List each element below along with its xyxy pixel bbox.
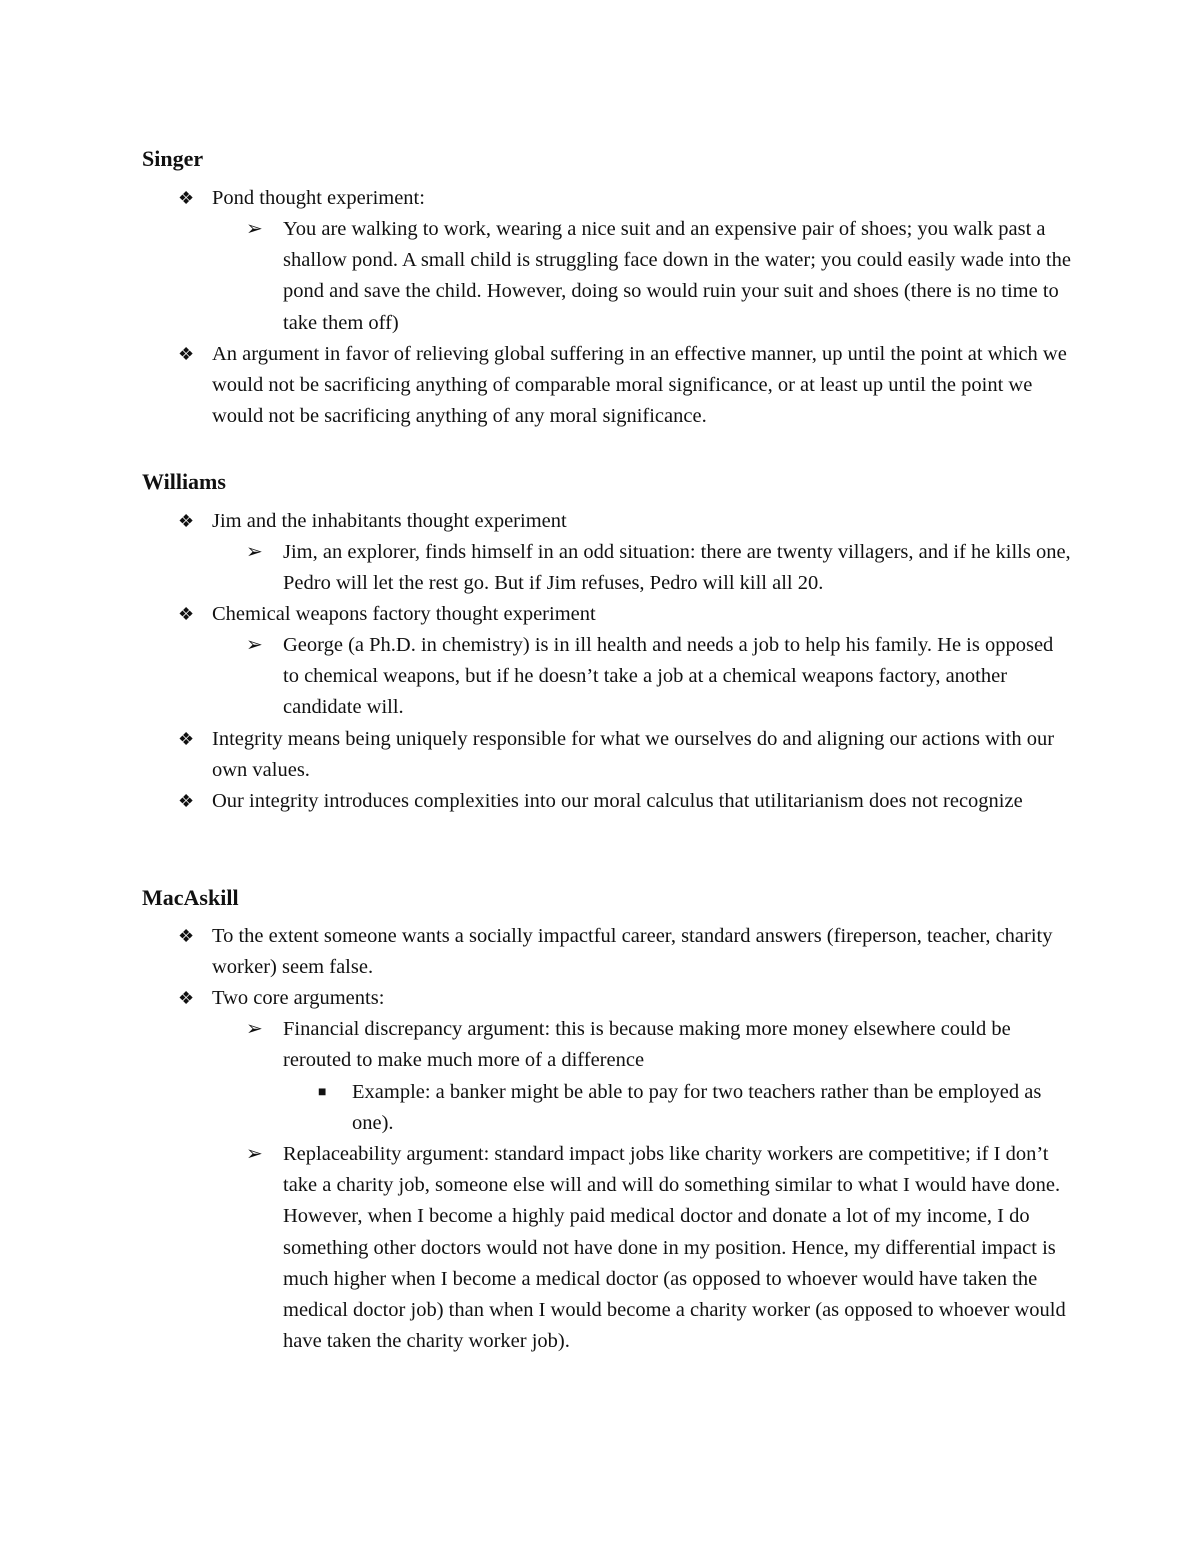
arrow-bullet-icon: ➢ <box>246 634 263 656</box>
diamond-bullet-icon: ❖ <box>178 511 195 531</box>
list-item: Our integrity introduces complexities into our moral calculus that utilitarianism does not recognize <box>212 790 1023 812</box>
list-item: Integrity means being uniquely responsible for what we ourselves do and aligning our actions with our own values. <box>212 728 1055 782</box>
diamond-bullet-icon: ❖ <box>178 344 195 364</box>
diamond-bullet-icon: ❖ <box>178 988 195 1008</box>
arrow-bullet-icon: ➢ <box>246 218 263 240</box>
list-item: Jim, an explorer, finds himself in an odd situation: there are twenty villagers, and if he kills one, Pedro will let the rest go. But if Jim refuses, Pedro will kill all 20. <box>283 541 1071 595</box>
diamond-bullet-icon: ❖ <box>178 729 195 749</box>
list-item: Two core arguments: <box>212 987 385 1009</box>
list-item: Pond thought experiment: <box>212 187 425 209</box>
square-bullet-icon: ■ <box>318 1085 327 1100</box>
diamond-bullet-icon: ❖ <box>178 604 195 624</box>
section-heading-williams: Williams <box>142 469 226 494</box>
list-item: Example: a banker might be able to pay for two teachers rather than be employed as one). <box>352 1081 1042 1135</box>
diamond-bullet-icon: ❖ <box>178 926 195 946</box>
list-item: Replaceability argument: standard impact jobs like charity workers are competitive; if I don’t take a charity job, someone else will and will do something similar to what I would have done. However, when I become a highly paid medical doctor and donate a lot of my income, I do something other doctors would not have done in my position. Hence, my differential impact is much higher when I become a medical doctor (as opposed to whoever would have taken the medical doctor job) than when I would become a charity worker (as opposed to whoever would have taken the charity worker job). <box>283 1143 1066 1353</box>
diamond-bullet-icon: ❖ <box>178 188 195 208</box>
arrow-bullet-icon: ➢ <box>246 1018 263 1040</box>
list-item: Jim and the inhabitants thought experiment <box>212 510 567 532</box>
arrow-bullet-icon: ➢ <box>246 1143 263 1165</box>
section-heading-macaskill: MacAskill <box>142 885 239 910</box>
list-item: You are walking to work, wearing a nice suit and an expensive pair of shoes; you walk past a shallow pond. A small child is struggling face down in the water; you could easily wade into the pond and save the child. However, doing so would ruin your suit and shoes (there is no time to take them off) <box>283 218 1071 334</box>
list-item: An argument in favor of relieving global suffering in an effective manner, up until the point at which we would not be sacrificing anything of comparable moral significance, or at least up until the point we would not be sacrificing anything of any moral significance. <box>212 343 1067 428</box>
diamond-bullet-icon: ❖ <box>178 791 195 811</box>
list-item: Chemical weapons factory thought experiment <box>212 603 596 625</box>
list-item: To the extent someone wants a socially impactful career, standard answers (fireperson, teacher, charity worker) seem false. <box>212 925 1053 979</box>
list-item: George (a Ph.D. in chemistry) is in ill health and needs a job to help his family. He is opposed to chemical weapons, but if he doesn’t take a job at a chemical weapons factory, another candidate will. <box>283 634 1054 719</box>
arrow-bullet-icon: ➢ <box>246 541 263 563</box>
section-heading-singer: Singer <box>142 146 204 171</box>
list-item: Financial discrepancy argument: this is because making more money elsewhere could be rerouted to make much more of a difference <box>283 1018 1011 1072</box>
